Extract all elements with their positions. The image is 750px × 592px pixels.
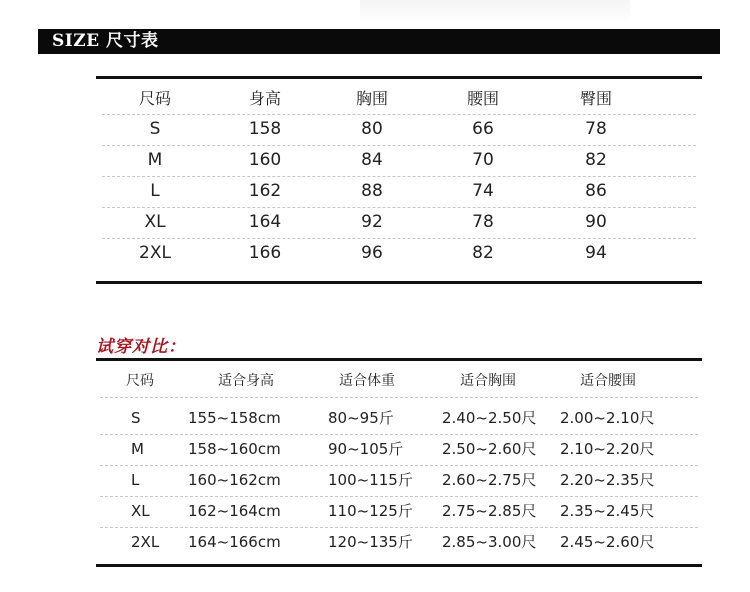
- column-header-size: 尺码: [126, 373, 154, 389]
- height-cell: 162: [248, 181, 282, 201]
- fit-height-cell: 164~166cm: [188, 533, 281, 551]
- size-cell: XL: [131, 502, 150, 520]
- table-row: [102, 238, 696, 269]
- hip-cell: 82: [585, 150, 607, 170]
- bust-cell: 96: [361, 243, 383, 263]
- column-header-waist: 腰围: [466, 89, 500, 108]
- size-cell: M: [147, 150, 163, 170]
- fit-height-cell: 162~164cm: [188, 502, 281, 520]
- column-header-bust: 胸围: [355, 89, 389, 108]
- fit-height-cell: 155~158cm: [188, 409, 281, 427]
- table-row: [100, 527, 698, 558]
- fit-weight-cell: 90~105斤: [328, 440, 404, 458]
- fit-bust-cell: 2.75~2.85尺: [442, 502, 537, 520]
- size-cell: 2XL: [139, 243, 171, 263]
- fit-waist-cell: 2.00~2.10尺: [560, 409, 655, 427]
- column-header-fit-weight: 适合体重: [339, 373, 395, 389]
- trial-comparison-table: [96, 358, 702, 567]
- fit-weight-cell: 110~125斤: [328, 502, 413, 520]
- trial-comparison-title: 试穿对比：: [96, 337, 186, 357]
- fit-bust-cell: 2.85~3.00尺: [442, 533, 537, 551]
- fit-waist-cell: 2.35~2.45尺: [560, 502, 655, 520]
- hip-cell: 86: [585, 181, 607, 201]
- fit-bust-cell: 2.60~2.75尺: [442, 471, 537, 489]
- table-row: [102, 207, 696, 239]
- hip-cell: 90: [585, 212, 607, 232]
- bust-cell: 84: [361, 150, 383, 170]
- table-row: [102, 145, 696, 177]
- fit-weight-cell: 80~95斤: [328, 409, 394, 427]
- size-cell: XL: [144, 212, 166, 232]
- column-header-fit-waist: 适合腰围: [580, 373, 636, 389]
- waist-cell: 70: [472, 150, 494, 170]
- height-cell: 158: [248, 119, 282, 139]
- column-header-height: 身高: [248, 89, 282, 108]
- column-header-hip: 臀围: [579, 89, 613, 108]
- fit-bust-cell: 2.50~2.60尺: [442, 440, 537, 458]
- fit-waist-cell: 2.20~2.35尺: [560, 471, 655, 489]
- table-row: [100, 496, 698, 528]
- size-chart-header-bar: [38, 29, 720, 54]
- hip-cell: 94: [585, 243, 607, 263]
- size-cell: M: [131, 440, 144, 458]
- top-shadow-decoration: [360, 0, 630, 22]
- waist-cell: 66: [472, 119, 494, 139]
- fit-height-cell: 158~160cm: [188, 440, 281, 458]
- height-cell: 160: [248, 150, 282, 170]
- size-cell: S: [131, 409, 141, 427]
- size-table-header-row: [102, 83, 696, 115]
- size-chart-title: SIZE 尺寸表: [52, 31, 159, 51]
- table-row: [100, 434, 698, 466]
- bust-cell: 88: [361, 181, 383, 201]
- size-cell: L: [131, 471, 140, 489]
- fit-weight-cell: 120~135斤: [328, 533, 413, 551]
- table-row: [102, 176, 696, 208]
- trial-table-header-row: [100, 366, 698, 398]
- fit-height-cell: 160~162cm: [188, 471, 281, 489]
- size-table: [96, 76, 702, 284]
- waist-cell: 78: [472, 212, 494, 232]
- waist-cell: 74: [472, 181, 494, 201]
- size-cell: 2XL: [131, 533, 160, 551]
- bust-cell: 80: [361, 119, 383, 139]
- bust-cell: 92: [361, 212, 383, 232]
- fit-waist-cell: 2.45~2.60尺: [560, 533, 655, 551]
- fit-waist-cell: 2.10~2.20尺: [560, 440, 655, 458]
- table-row: [100, 403, 698, 435]
- fit-bust-cell: 2.40~2.50尺: [442, 409, 537, 427]
- waist-cell: 82: [472, 243, 494, 263]
- fit-weight-cell: 100~115斤: [328, 471, 413, 489]
- table-row: [100, 465, 698, 497]
- table-row: [102, 114, 696, 146]
- size-cell: L: [150, 181, 160, 201]
- hip-cell: 78: [585, 119, 607, 139]
- column-header-size: 尺码: [138, 89, 172, 108]
- height-cell: 166: [248, 243, 282, 263]
- column-header-fit-height: 适合身高: [218, 373, 274, 389]
- size-cell: S: [149, 119, 161, 139]
- column-header-fit-bust: 适合胸围: [460, 373, 516, 389]
- height-cell: 164: [248, 212, 282, 232]
